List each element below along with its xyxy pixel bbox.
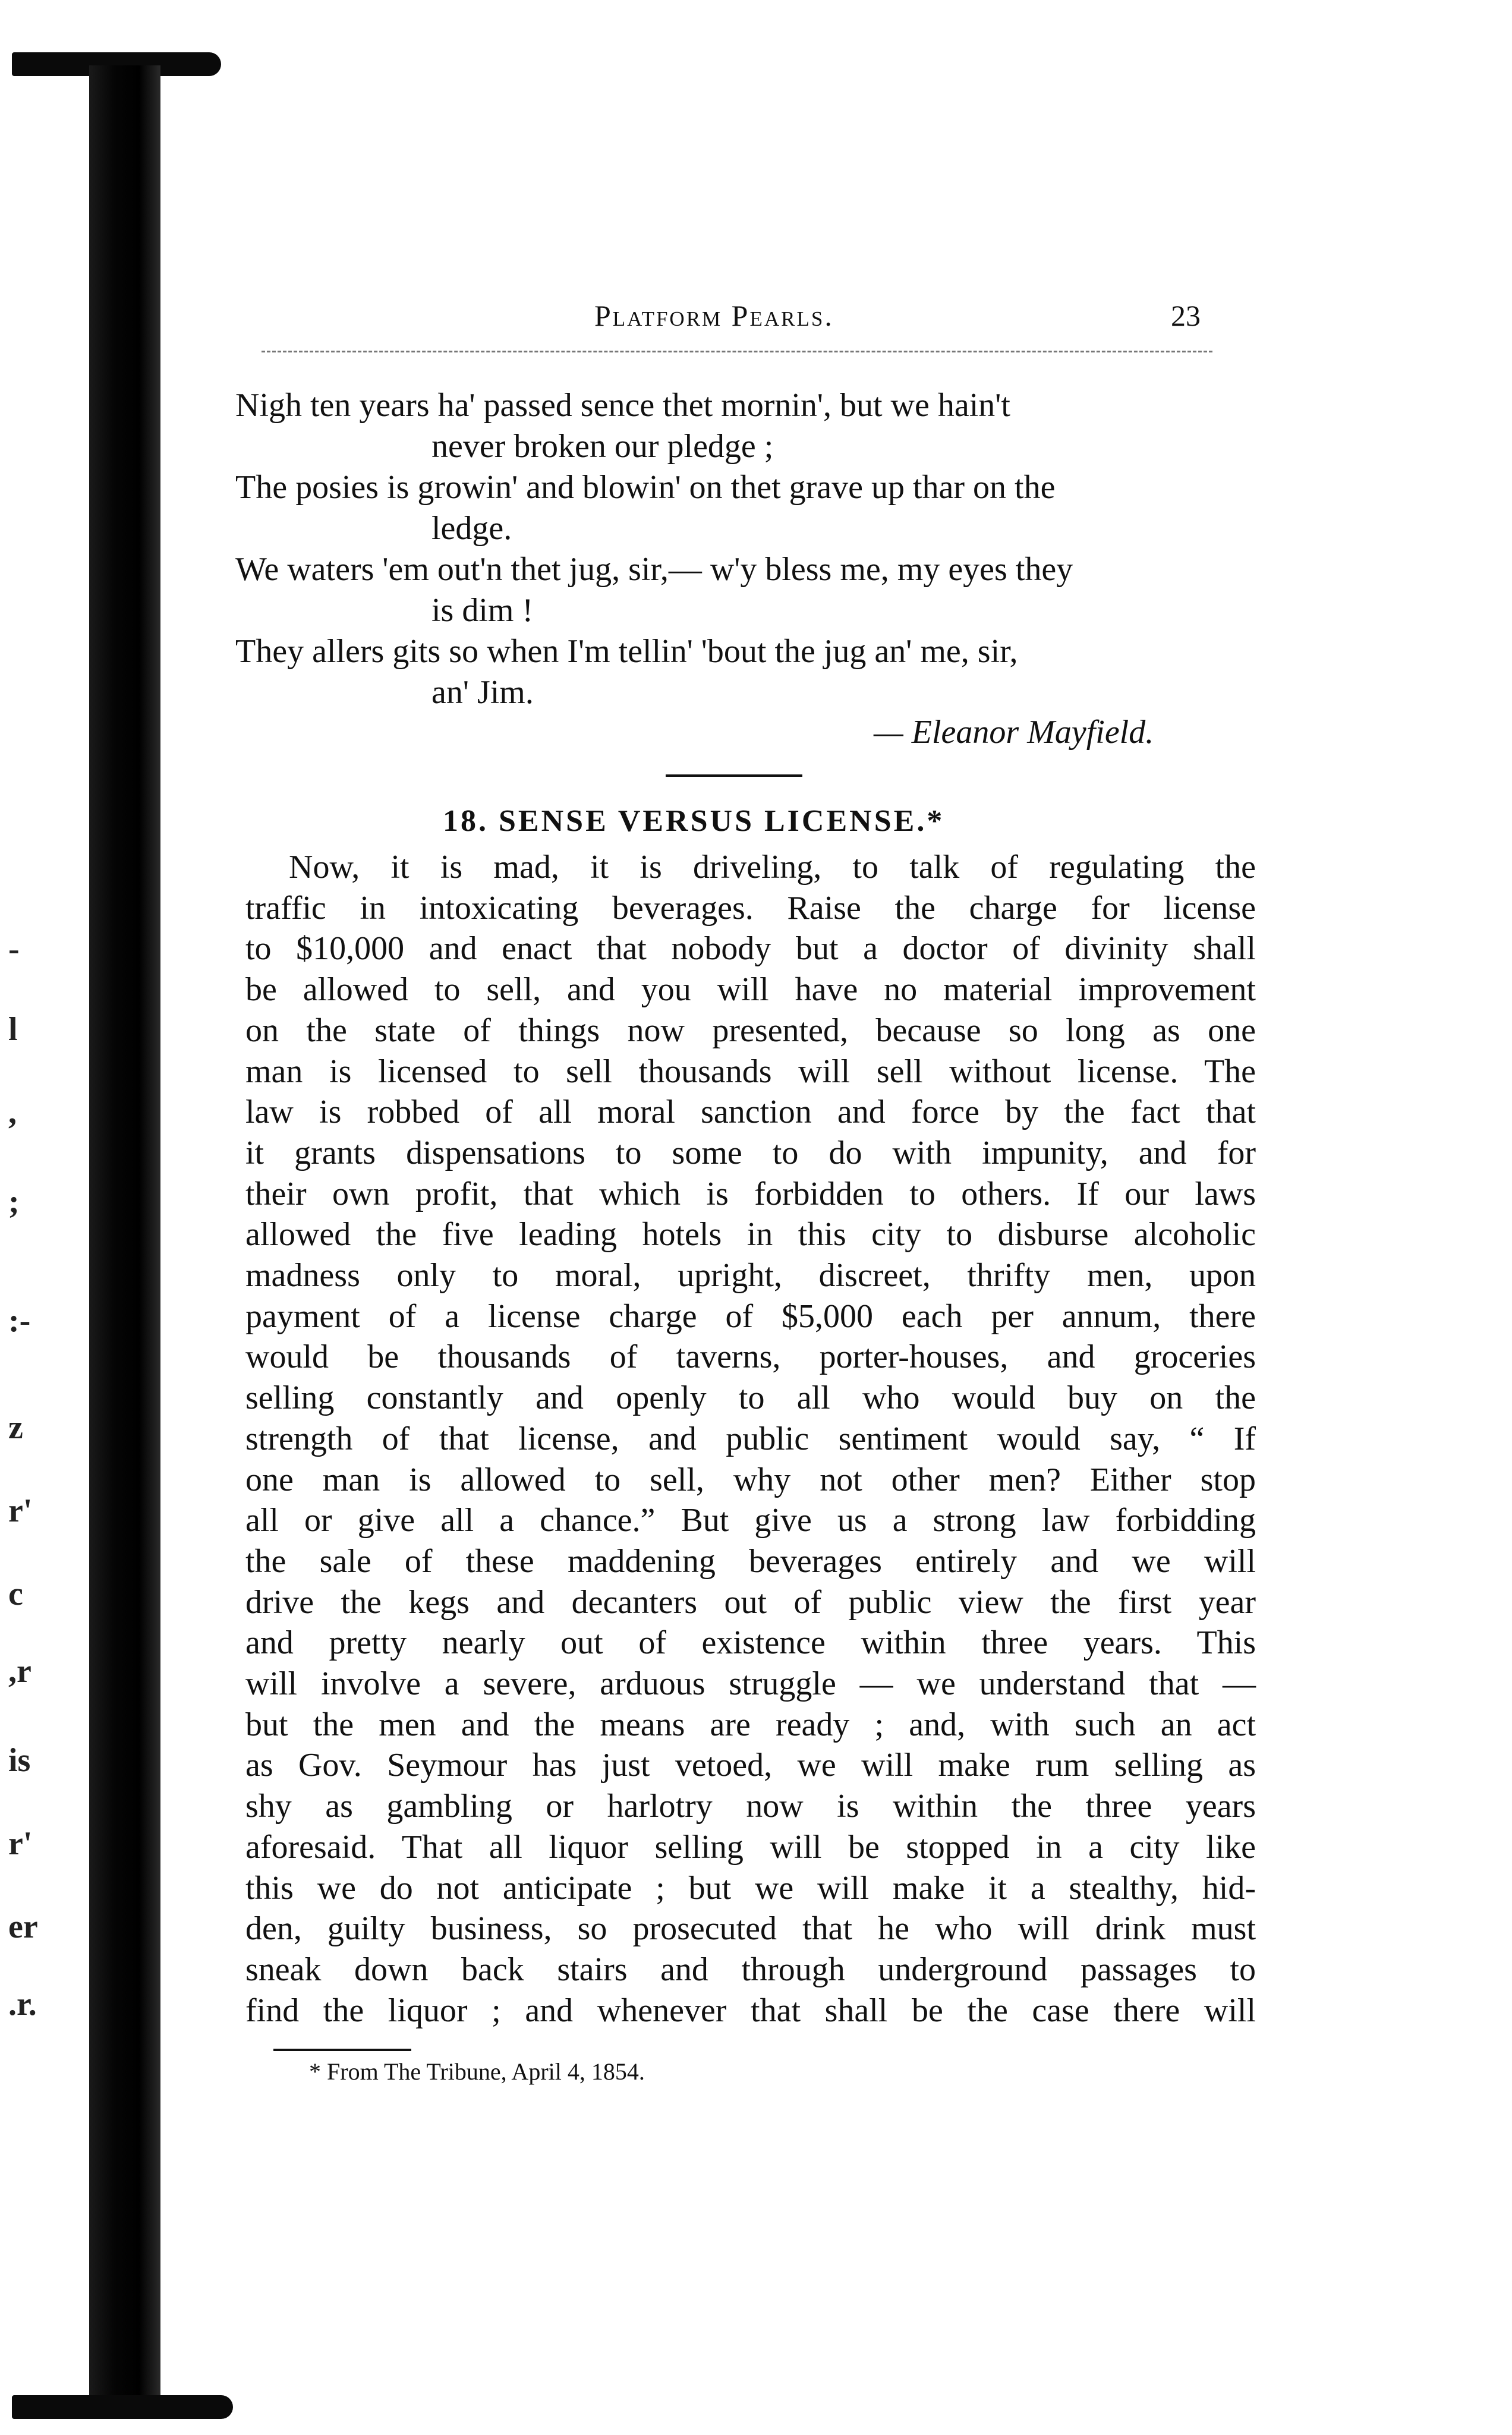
- poem-line: never broken our pledge ;: [431, 428, 774, 465]
- margin-fragment: z: [8, 1409, 23, 1446]
- margin-fragment: r': [8, 1825, 33, 1862]
- prose-line: drive the kegs and decanters out of public view the first year: [245, 1583, 1256, 1621]
- margin-fragment: :-: [8, 1302, 31, 1339]
- prose-line: shy as gambling or harlotry now is within the three years: [245, 1788, 1256, 1825]
- margin-fragment: is: [8, 1742, 31, 1779]
- poem-attribution: — Eleanor Mayfield.: [874, 714, 1154, 751]
- prose-line: den, guilty business, so prosecuted that he who will drink must: [245, 1910, 1256, 1948]
- poem-line: ledge.: [431, 510, 512, 547]
- poem: [235, 385, 1246, 713]
- margin-fragment: -: [8, 931, 20, 968]
- poem-line: We waters 'em out'n thet jug, sir,— w'y bless me, my eyes they: [235, 551, 1073, 588]
- section-title: 18. SENSE VERSUS LICENSE.*: [443, 804, 945, 838]
- margin-fragment: er: [8, 1908, 38, 1945]
- prose-line: allowed the five leading hotels in this city to disburse alcoholic: [245, 1216, 1256, 1253]
- prose-line: their own profit, that which is forbidden to others. If our laws: [245, 1175, 1256, 1212]
- margin-fragment: ,r: [8, 1653, 32, 1690]
- margin-fragment: .r.: [8, 1986, 37, 2023]
- running-title: Platform Pearls.: [594, 299, 834, 332]
- prose-line: find the liquor ; and whenever that shall be the case there will: [245, 1992, 1256, 2029]
- prose-line: strength of that license, and public sentiment would say, “ If: [245, 1420, 1256, 1457]
- poem-line: They allers gits so when I'm tellin' 'bout the jug an' me, sir,: [235, 633, 1018, 670]
- prose-line: as Gov. Seymour has just vetoed, we will make rum selling as: [245, 1747, 1256, 1784]
- footnote: * From The Tribune, April 4, 1854.: [309, 2058, 645, 2085]
- poem-line: an' Jim.: [431, 674, 534, 711]
- footnote-rule: [273, 2049, 411, 2051]
- prose-line: and pretty nearly out of existence within three years. This: [245, 1624, 1256, 1662]
- prose-line: Now, it is mad, it is driveling, to talk of regulating the: [289, 849, 1256, 886]
- prose-line: aforesaid. That all liquor selling will be stopped in a city like: [245, 1828, 1256, 1866]
- prose-line: law is robbed of all moral sanction and force by the fact that: [245, 1094, 1256, 1131]
- poem-line: Nigh ten years ha' passed sence thet mornin', but we hain't: [235, 387, 1010, 424]
- margin-fragment: l: [8, 1011, 18, 1048]
- section-divider: [666, 774, 802, 777]
- prose-line: selling constantly and openly to all who would buy on the: [245, 1379, 1256, 1417]
- prose-line: all or give all a chance.” But give us a strong law forbidding: [245, 1502, 1256, 1539]
- prose-line: this we do not anticipate ; but we will make it a stealthy, hid-: [245, 1869, 1256, 1907]
- prose-line: on the state of things now presented, because so long as one: [245, 1012, 1256, 1049]
- prose-line: will involve a severe, arduous struggle — we understand that —: [245, 1665, 1256, 1703]
- margin-fragment: c: [8, 1576, 23, 1612]
- binding-spine: [89, 65, 160, 2419]
- prose-line: one man is allowed to sell, why not other men? Either stop: [245, 1461, 1256, 1498]
- header-rule: [262, 351, 1212, 352]
- margin-fragment: ,: [8, 1094, 17, 1131]
- prose-line: to $10,000 and enact that nobody but a doctor of divinity shall: [245, 930, 1256, 968]
- prose-line: man is licensed to sell thousands will sell without license. The: [245, 1053, 1256, 1090]
- poem-line: The posies is growin' and blowin' on thet grave up thar on the: [235, 469, 1056, 506]
- page-number: 23: [1171, 299, 1201, 332]
- prose-line: it grants dispensations to some to do with impunity, and for: [245, 1134, 1256, 1171]
- prose-line: the sale of these maddening beverages entirely and we will: [245, 1542, 1256, 1580]
- prose-line: sneak down back stairs and through underground passages to: [245, 1951, 1256, 1988]
- prose-line: madness only to moral, upright, discreet, thrifty men, upon: [245, 1257, 1256, 1294]
- prose-line: payment of a license charge of $5,000 each per annum, there: [245, 1297, 1256, 1335]
- prose-line: but the men and the means are ready ; and, with such an act: [245, 1706, 1256, 1743]
- prose-line: be allowed to sell, and you will have no material improvement: [245, 971, 1256, 1009]
- body-text: [245, 847, 1256, 2031]
- binding-spine-bottom: [12, 2395, 233, 2419]
- poem-line: is dim !: [431, 592, 534, 629]
- prose-line: traffic in intoxicating beverages. Raise the charge for license: [245, 889, 1256, 927]
- margin-fragment: ;: [8, 1183, 20, 1220]
- running-header: [238, 298, 1212, 340]
- margin-fragment: r': [8, 1492, 33, 1529]
- prose-line: would be thousands of taverns, porter-houses, and groceries: [245, 1338, 1256, 1376]
